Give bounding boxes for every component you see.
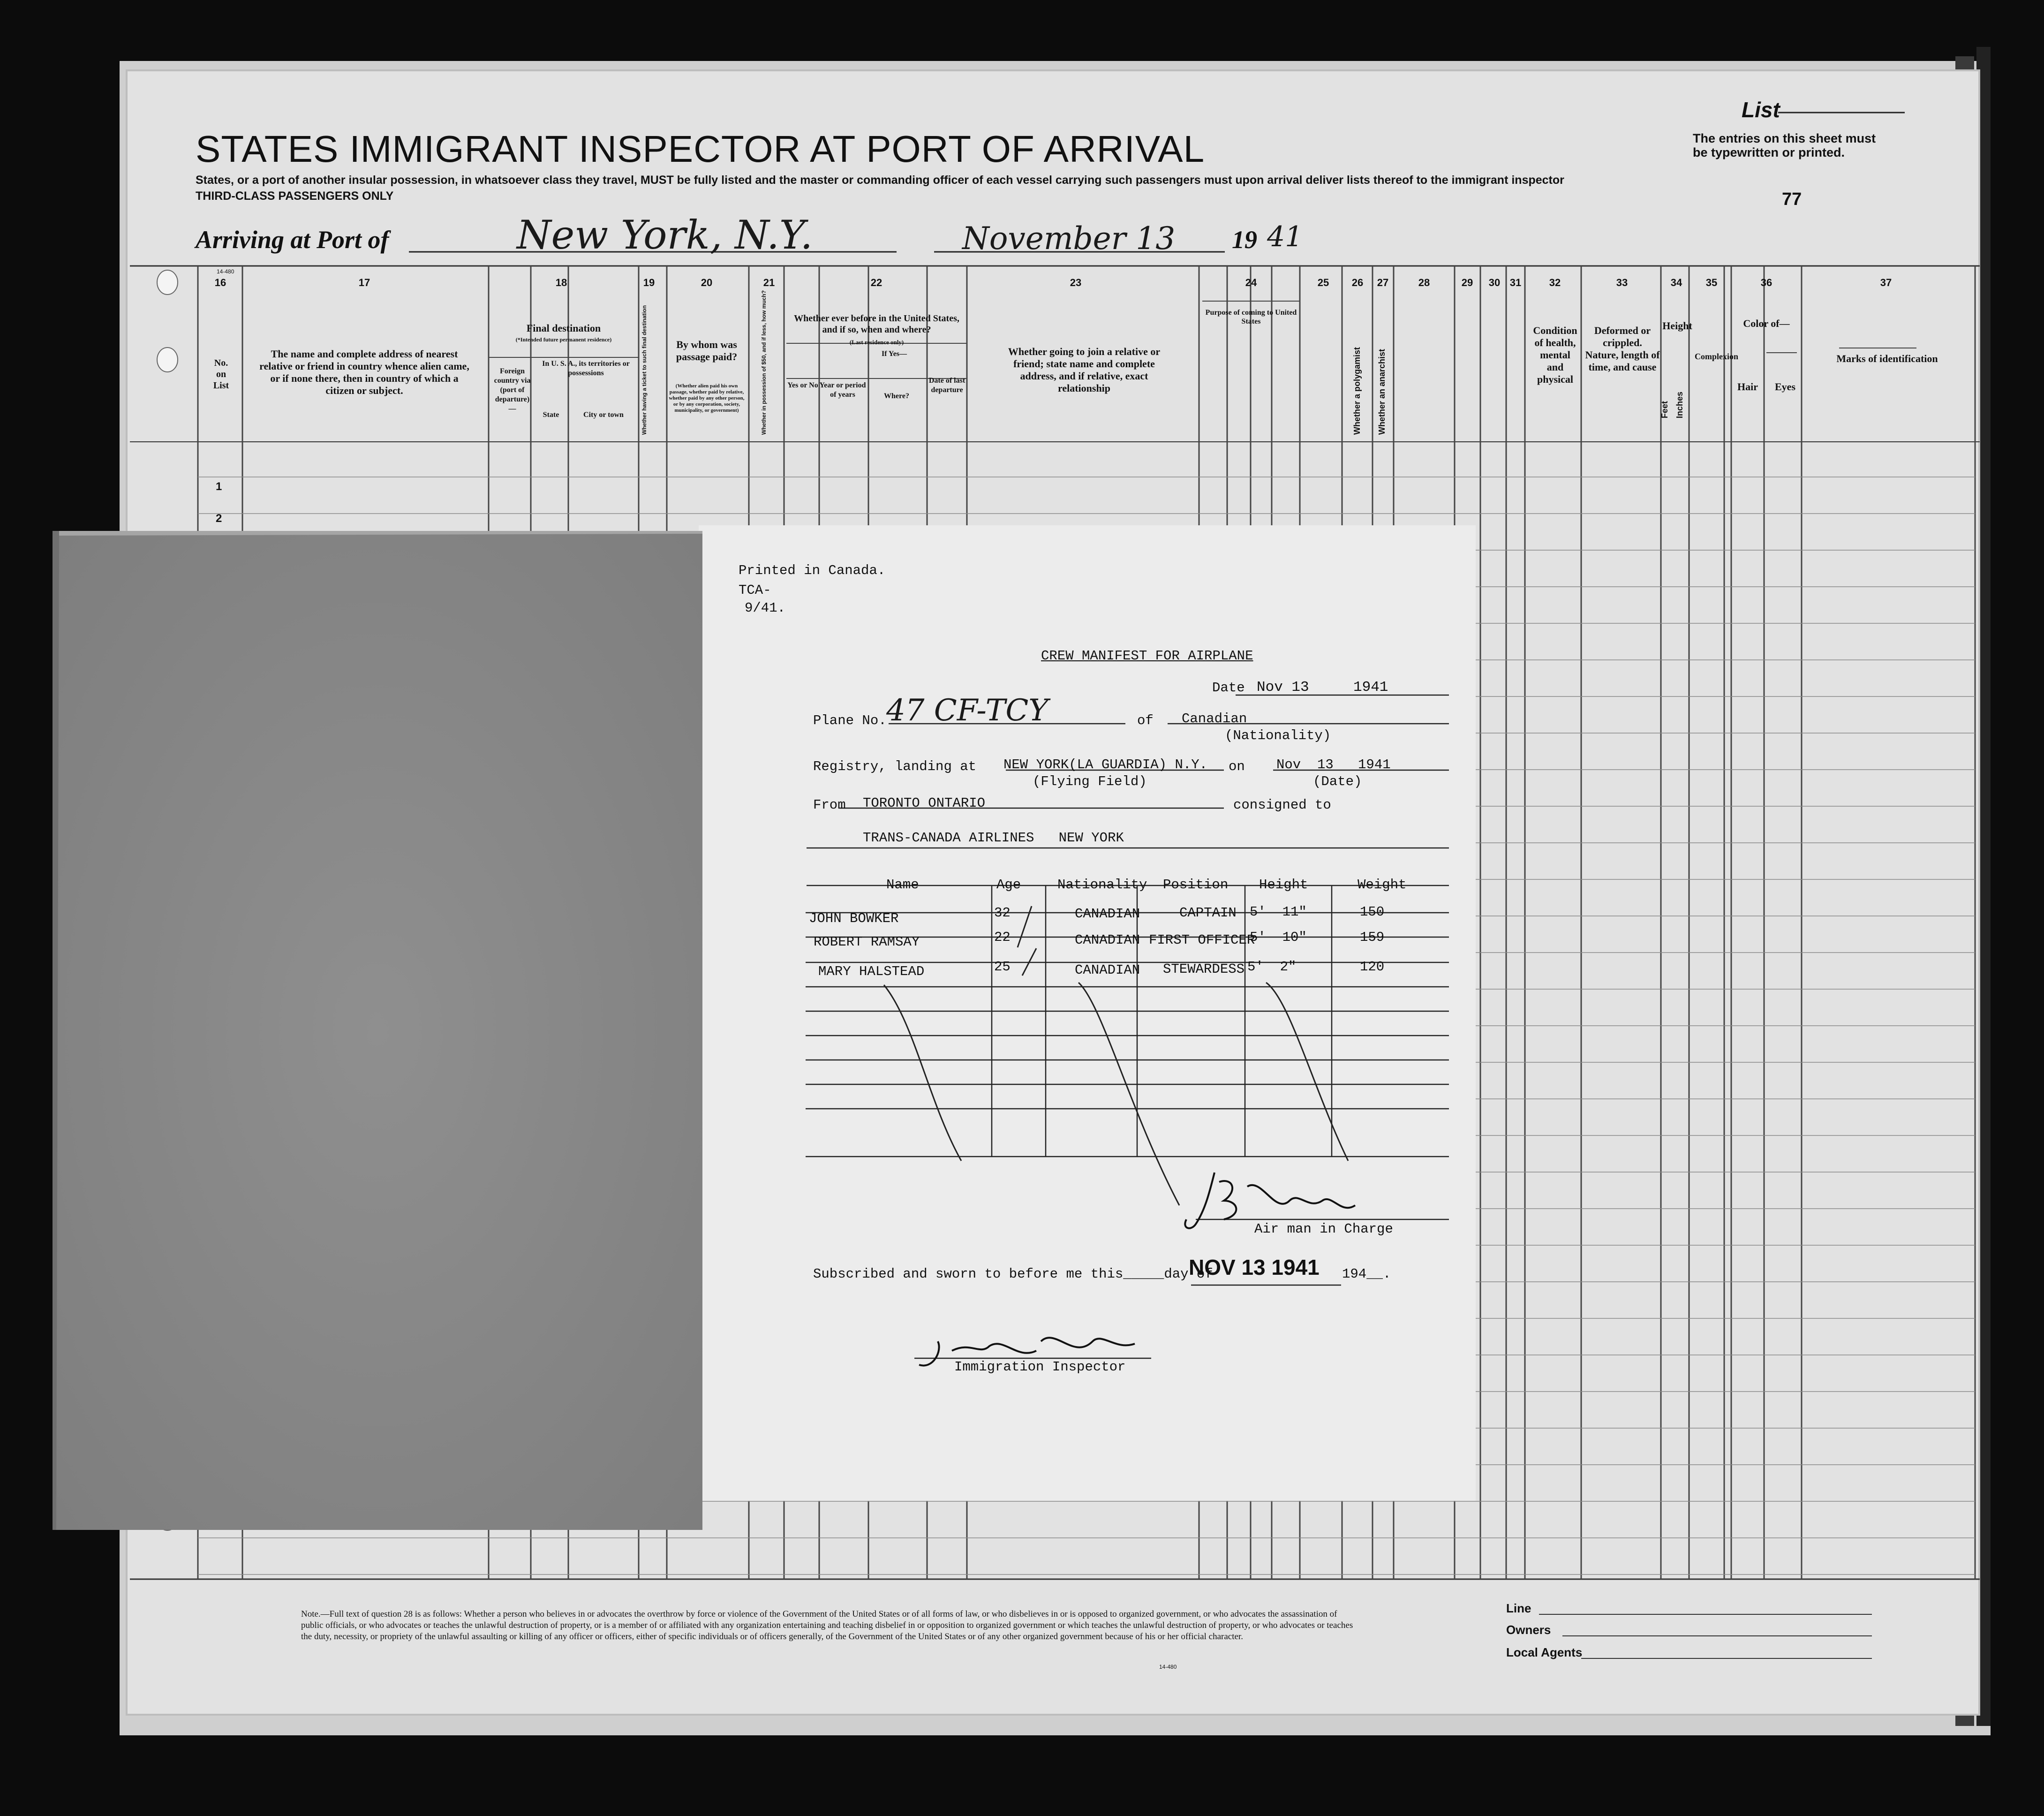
printed-in-canada: Printed in Canada. — [739, 563, 886, 578]
header-eyes: Eyes — [1775, 381, 1795, 393]
crew-3-position: STEWARDESS — [1163, 961, 1245, 977]
registry-label: Registry, landing at — [813, 759, 977, 774]
plane-label: Plane No. — [813, 713, 887, 728]
header-deformed: Deformed or crippled. Nature, length of time, and cause — [1585, 325, 1660, 373]
column-number-18: 18 — [555, 277, 567, 288]
date-label: Date — [1212, 680, 1245, 696]
header-city-or-town: City or town — [583, 411, 624, 419]
header-marks-identification: Marks of identification — [1836, 353, 1938, 364]
consigned-label: consigned to — [1233, 797, 1331, 813]
header-condition-health: Condition of health, mental and physical — [1533, 325, 1577, 385]
column-number-28: 28 — [1418, 277, 1430, 288]
crew-header-nationality: Nationality — [1057, 877, 1147, 893]
date-caption: (Date) — [1313, 774, 1362, 789]
header-height: Height — [1662, 320, 1692, 332]
header-ever-before-sub: (Last residence only) — [849, 339, 904, 346]
date-year: 1941 — [1353, 679, 1388, 696]
header-polygamist: Whether a polygamist — [1352, 347, 1362, 435]
crew-1-height: 5' 11" — [1250, 904, 1307, 920]
crew-header-position: Position — [1163, 877, 1229, 893]
header-possession-50: Whether in possession of $50, and if less, how much? — [761, 290, 767, 435]
list-label: List — [1742, 98, 1780, 122]
row-number-2: 2 — [216, 512, 222, 525]
page-number: 77 — [1782, 189, 1802, 209]
sheet-note: The entries on this sheet must be typewritten or printed. — [1693, 131, 1876, 159]
column-number-27: 27 — [1377, 277, 1389, 288]
column-number-35: 35 — [1705, 277, 1718, 288]
header-ticket: Whether having a ticket to such final destination — [641, 305, 648, 435]
column-number-29: 29 — [1461, 277, 1473, 288]
header-nearest-relative: The name and complete address of nearest relative or friend in country whence alien came, or if none there, then in country of which a citizen or subject. — [259, 348, 469, 396]
column-number-32: 32 — [1549, 277, 1561, 288]
stamp-suffix: 194__. — [1342, 1266, 1391, 1282]
owners-label: Owners — [1506, 1623, 1551, 1637]
column-number-20: 20 — [701, 277, 713, 288]
airman-label: Air man in Charge — [1254, 1221, 1393, 1237]
column-number-22: 22 — [870, 277, 882, 288]
header-purpose: Purpose of coming to United States — [1205, 309, 1297, 325]
crew-header-age: Age — [996, 877, 1021, 893]
crew-manifest-card — [699, 525, 1476, 1501]
header-feet: Feet — [1660, 401, 1669, 418]
crew-1-age: 32 — [994, 905, 1011, 921]
arriving-year-handwritten: 41 — [1267, 220, 1303, 253]
subscribed-text: Subscribed and sworn to before me this_____day of — [813, 1266, 1213, 1282]
crew-header-name: Name — [886, 877, 919, 893]
column-number-36: 36 — [1760, 277, 1772, 288]
arriving-port-handwritten: New York, N.Y. — [517, 212, 813, 258]
header-in-usa: In U. S. A., its territories or possessions — [542, 360, 630, 377]
crew-2-position: FIRST OFFICER — [1149, 932, 1255, 948]
crew-1-position: CAPTAIN — [1179, 905, 1237, 921]
of-label: of — [1137, 713, 1154, 728]
crew-3-name: MARY HALSTEAD — [818, 964, 925, 979]
crew-2-name: ROBERT RAMSAY — [814, 934, 920, 950]
arriving-label: Arriving at Port of — [196, 226, 389, 254]
header-complexion: Complexion — [1695, 352, 1739, 361]
local-agents-label: Local Agents — [1506, 1645, 1583, 1659]
header-state: State — [543, 411, 559, 419]
crew-2-age: 22 — [994, 930, 1011, 945]
header-passage-paid: By whom was passage paid? — [676, 339, 738, 363]
header-where: Where? — [884, 392, 909, 400]
folded-paper-flap — [53, 531, 702, 1530]
landing-date-value: Nov 13 1941 — [1276, 757, 1391, 772]
column-number-16: 16 — [214, 277, 226, 288]
column-number-34: 34 — [1670, 277, 1682, 288]
plane-value: 47 CF-TCY — [886, 693, 1048, 728]
column-number-26: 26 — [1351, 277, 1364, 288]
header-yes-or-no: Yes or No — [787, 381, 818, 389]
column-number-30: 30 — [1488, 277, 1501, 288]
class-line: THIRD-CLASS PASSENGERS ONLY — [196, 189, 394, 203]
header-foreign-country: Foreign country via (port of departure)— — [494, 367, 531, 413]
header-ever-before: Whether ever before in the United States, and if so, when and where? — [794, 313, 959, 335]
column-number-37: 37 — [1880, 277, 1892, 288]
crew-3-weight: 120 — [1360, 959, 1385, 975]
header-final-destination: Final destination — [526, 322, 601, 334]
manifest-rules — [699, 525, 1476, 1501]
crew-2-height: 5' 10" — [1250, 930, 1307, 945]
crew-2-weight: 159 — [1360, 930, 1385, 945]
instruction-line: States, or a port of another insular possession, in whatsoever class they travel, MUST be fully listed and the master or commanding officer of each vessel carrying such passengers must upon arrival deliver lists thereof to the immigrant inspector — [196, 174, 1564, 187]
crew-2-nationality: CANADIAN — [1075, 932, 1140, 948]
crew-1-nationality: CANADIAN — [1075, 906, 1140, 922]
nationality-value: Canadian — [1182, 711, 1247, 726]
column-number-33: 33 — [1616, 277, 1628, 288]
line-label: Line — [1506, 1601, 1531, 1615]
inspector-label: Immigration Inspector — [954, 1359, 1126, 1375]
header-if-yes: If Yes— — [881, 350, 907, 358]
nationality-caption: (Nationality) — [1225, 728, 1331, 743]
from-value: TORONTO ONTARIO — [863, 795, 986, 811]
manifest-code-line2: 9/41. — [745, 600, 786, 616]
header-inches: Inches — [1675, 391, 1684, 418]
header-passage-paid-sub: (Whether alien paid his own passage, whether paid by relative, whether paid by any other person, or by any corporation, society, municipality, or government) — [669, 383, 745, 413]
from-label: From — [813, 797, 846, 813]
consigned-value: TRANS-CANADA AIRLINES NEW YORK — [863, 830, 1124, 846]
header-final-destination-sub: (*Intended future permanent residence) — [515, 336, 612, 343]
flap-texture — [53, 531, 702, 1530]
form-code-bottom: 14-480 — [1159, 1664, 1177, 1670]
header-anarchist: Whether an anarchist — [1377, 348, 1387, 435]
arriving-year-prefix: 19 — [1232, 226, 1257, 254]
crew-1-weight: 150 — [1360, 904, 1385, 920]
header-no-on-list: No. on List — [213, 358, 229, 391]
column-number-23: 23 — [1070, 277, 1082, 288]
crew-3-height: 5' 2" — [1247, 959, 1297, 975]
row-number-1: 1 — [216, 480, 222, 493]
column-number-19: 19 — [643, 277, 655, 288]
footer-note-q28: Note.—Full text of question 28 is as follows: Whether a person who believes in or advocates the overthrow by force or violence of the Government of the United States or of all forms of law, or who disbelieves in or is opposed to organized government, or who advocates the assassination of public officials, or who advocates or teaches the unlawful destruction of property, or is a member of or affiliated with any organization entertaining and teaching disbelief in or opposition to organized government or which teaches the unlawful destruction of property, or who advocates or teaches the duty, necessity, or propriety of the unlawful assaulting or killing of any officer or officers, either of specific individuals or of officers generally, of the Government of the United States or of any other organized government because of his or her official character. — [301, 1609, 1353, 1642]
header-date-last-departure: Date of last departure — [928, 377, 965, 394]
manifest-title: CREW MANIFEST FOR AIRPLANE — [1041, 648, 1253, 664]
date-value: Nov 13 — [1257, 679, 1309, 696]
header-going-to-join: Whether going to join a relative or friend; state name and complete address, and if relative, exact relationship — [1008, 346, 1161, 394]
manifest-code-line1: TCA- — [739, 583, 771, 598]
column-number-17: 17 — [358, 277, 370, 288]
header-hair: Hair — [1737, 381, 1758, 393]
crew-header-height: Height — [1259, 877, 1308, 893]
crew-header-weight: Weight — [1358, 877, 1407, 893]
header-year-or-period: Year or period of years — [819, 381, 866, 399]
crew-1-name: JOHN BOWKER — [809, 911, 899, 926]
stamp-date: NOV 13 1941 — [1189, 1255, 1320, 1279]
column-number-25: 25 — [1317, 277, 1329, 288]
column-number-24: 24 — [1245, 277, 1257, 288]
column-number-21: 21 — [763, 277, 775, 288]
flying-field-caption: (Flying Field) — [1033, 774, 1147, 789]
header-color-of: Color of— — [1743, 318, 1790, 329]
form-code-top: 14-480 — [217, 268, 234, 275]
crew-3-age: 25 — [994, 959, 1011, 975]
landing-value: NEW YORK(LA GUARDIA) N.Y. — [1003, 757, 1208, 772]
form-title: STATES IMMIGRANT INSPECTOR AT PORT OF ARRIVAL — [196, 128, 1205, 170]
crew-3-nationality: CANADIAN — [1075, 962, 1140, 978]
on-label: on — [1229, 759, 1245, 774]
column-number-31: 31 — [1509, 277, 1522, 288]
arriving-date-handwritten: November 13 — [962, 220, 1176, 257]
